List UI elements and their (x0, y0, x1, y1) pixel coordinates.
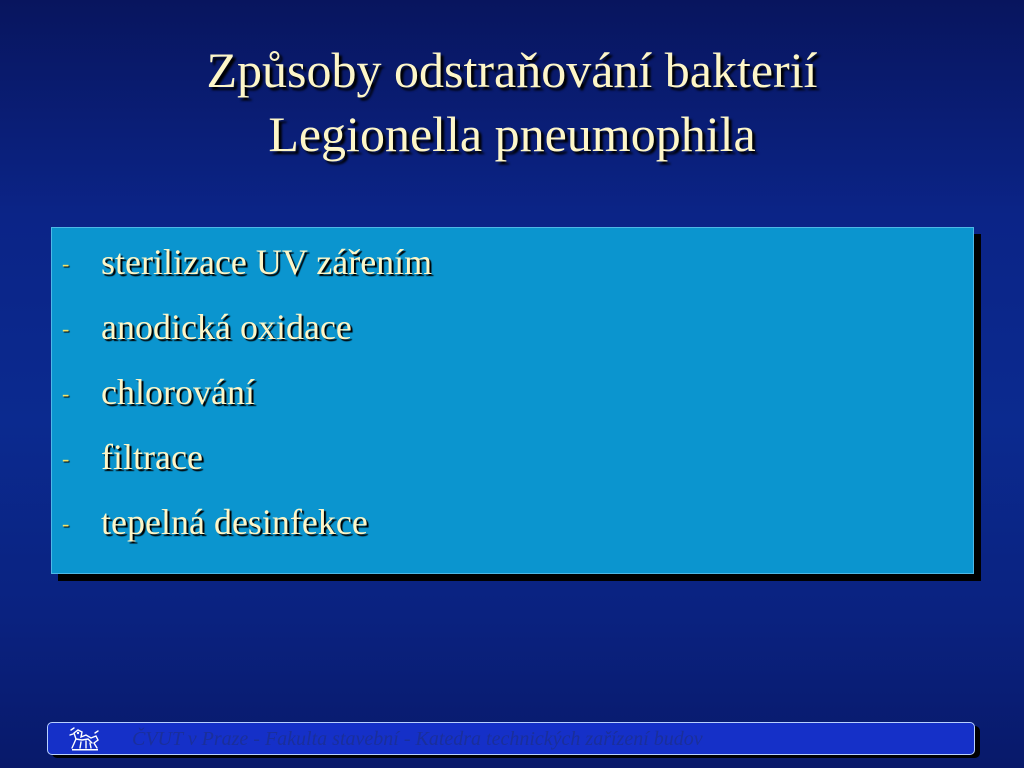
bullet-item (52, 435, 973, 500)
slide-title-line-1: Způsoby odstraňování bakterií (206, 42, 818, 98)
bullet-item (52, 305, 973, 370)
bullet-list (52, 228, 973, 565)
bullet-text: sterilizace UV zářením (101, 242, 433, 282)
footer-bar (47, 722, 975, 755)
bullet-item (52, 240, 973, 305)
bullet-text: chlorování (101, 372, 255, 412)
slide-title (0, 38, 1024, 166)
bullet-dash-icon: - (62, 251, 70, 276)
lion-emblem-icon (68, 726, 102, 752)
bullet-dash-icon: - (62, 316, 70, 341)
bullet-text: anodická oxidace (101, 307, 352, 347)
bullet-item (52, 370, 973, 435)
bullet-dash-icon: - (62, 446, 70, 471)
content-box (51, 227, 974, 574)
slide-title-line-2: Legionella pneumophila (268, 106, 756, 162)
bullet-dash-icon: - (62, 381, 70, 406)
bullet-text: filtrace (101, 437, 203, 477)
bullet-item (52, 500, 973, 565)
footer-text: ČVUT v Praze - Fakulta stavební - Katedra technických zařízení budov (132, 728, 703, 750)
bullet-dash-icon: - (62, 511, 70, 536)
bullet-text: tepelná desinfekce (101, 502, 368, 542)
